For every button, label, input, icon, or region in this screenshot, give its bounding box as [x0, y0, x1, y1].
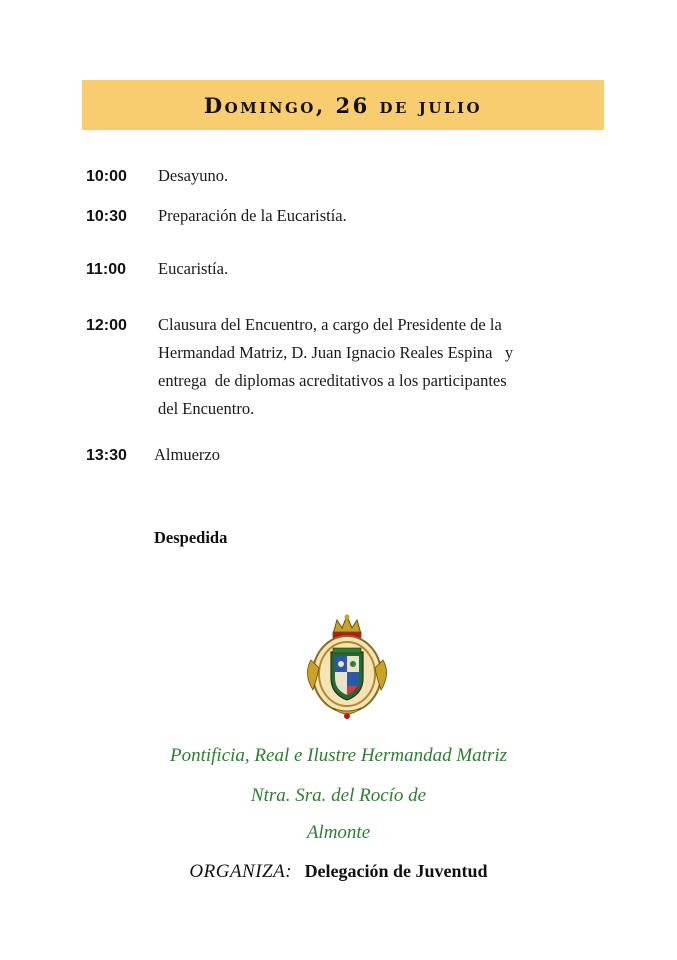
schedule-line: Desayuno.	[158, 166, 229, 185]
organizer-line	[0, 861, 677, 883]
farewell-label: Despedida	[154, 528, 228, 547]
schedule-line: entrega de diplomas acreditativos a los participantes	[158, 371, 507, 390]
page-title: Domingo, 26 de julio	[203, 92, 483, 118]
organization-name-line-2: Ntra. Sra. del Rocío de	[250, 785, 427, 806]
schedule-item-eucaristia	[158, 255, 578, 283]
organizer-label: ORGANIZA:	[189, 861, 293, 882]
organizer-value: Delegación de Juventud	[304, 861, 488, 881]
schedule-line: Preparación de la Eucaristía.	[158, 206, 347, 225]
organization-name-line-3: Almonte	[306, 822, 371, 843]
schedule-item-preparacion	[158, 202, 578, 230]
header-band	[82, 80, 604, 130]
schedule-line: Hermandad Matriz, D. Juan Ignacio Reales Espina y	[158, 343, 514, 362]
schedule-time: 10:00	[86, 168, 127, 185]
schedule-line: Almuerzo	[154, 445, 220, 464]
schedule-time: 13:30	[86, 447, 127, 464]
schedule-item-desayuno	[158, 162, 578, 190]
schedule-line: Eucaristía.	[158, 259, 229, 278]
schedule-line: del Encuentro.	[158, 399, 255, 418]
schedule-item-clausura	[158, 311, 578, 423]
schedule-time: 11:00	[86, 261, 127, 278]
hermandad-crest-icon	[303, 612, 391, 724]
schedule-item-almuerzo	[154, 441, 574, 469]
schedule-time: 12:00	[86, 317, 127, 334]
schedule-line: Clausura del Encuentro, a cargo del Presidente de la	[158, 315, 502, 334]
schedule-time: 10:30	[86, 208, 127, 225]
organization-name-line-1: Pontificia, Real e Ilustre Hermandad Matriz	[169, 745, 508, 766]
